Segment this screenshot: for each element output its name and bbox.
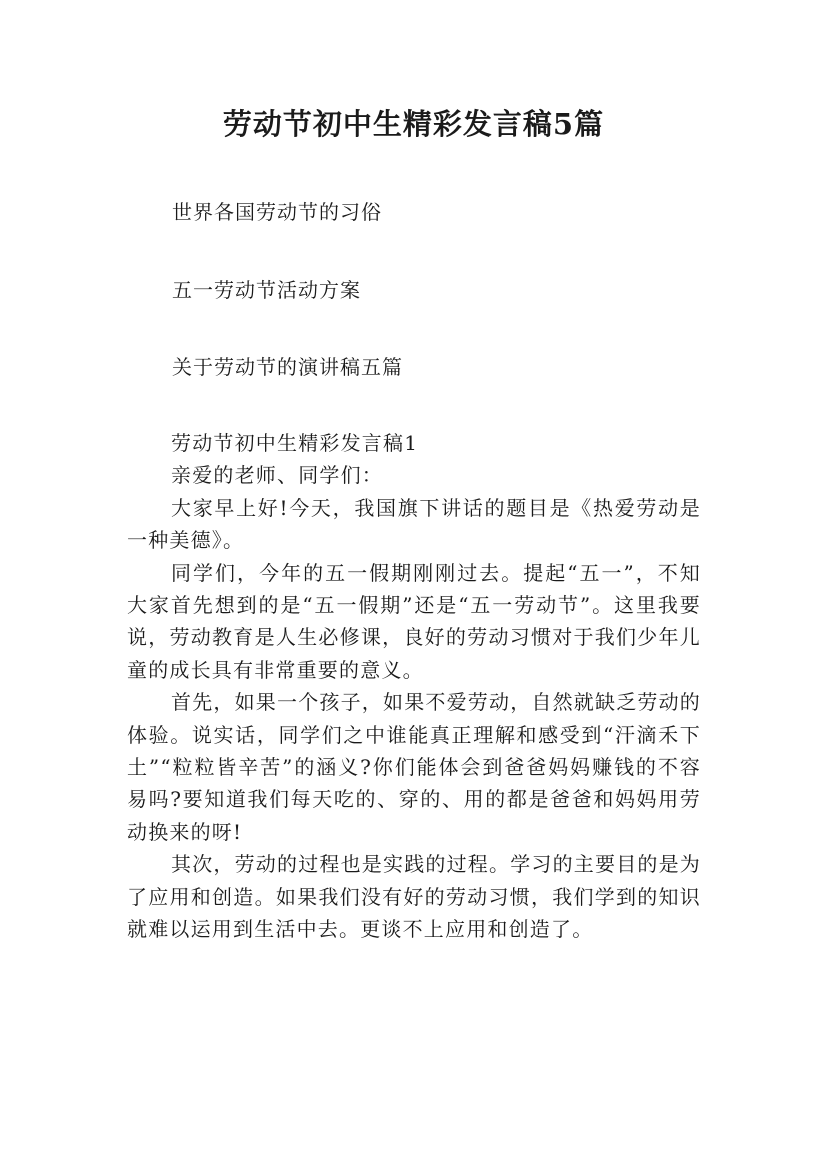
paragraph-3: 首先，如果一个孩子，如果不爱劳动，自然就缺乏劳动的体验。说实话，同学们之中谁能真正理解和感受到“汗滴禾下土”“粒粒皆辛苦”的涵义?你们能体会到爸爸妈妈赚钱的不容易吗?要知道我们每天吃的、穿的、用的都是爸爸和妈妈用劳动换来的呀!	[127, 690, 701, 844]
paragraph-1: 大家早上好!今天，我国旗下讲话的题目是《热爱劳动是一种美德》。	[127, 495, 701, 553]
speech-body	[127, 427, 701, 946]
document-title: 劳动节初中生精彩发言稿5篇	[222, 107, 605, 141]
paragraph-4: 其次，劳动的过程也是实践的过程。学习的主要目的是为了应用和创造。如果我们没有好的劳动习惯，我们学到的知识就难以运用到生活中去。更谈不上应用和创造了。	[127, 852, 701, 942]
salutation: 亲爱的老师、同学们：	[171, 463, 383, 488]
related-link-speeches[interactable]: 关于劳动节的演讲稿五篇	[172, 355, 403, 379]
related-link-activity-plan[interactable]: 五一劳动节活动方案	[172, 278, 361, 302]
paragraph-2: 同学们，今年的五一假期刚刚过去。提起“五一”，不知大家首先想到的是“五一假期”还是“五一劳动节”。这里我要说，劳动教育是人生必修课，良好的劳动习惯对于我们少年儿童的成长具有非常重要的意义。	[127, 560, 701, 682]
related-link-customs[interactable]: 世界各国劳动节的习俗	[172, 200, 382, 224]
section-heading: 劳动节初中生精彩发言稿1	[171, 431, 419, 455]
